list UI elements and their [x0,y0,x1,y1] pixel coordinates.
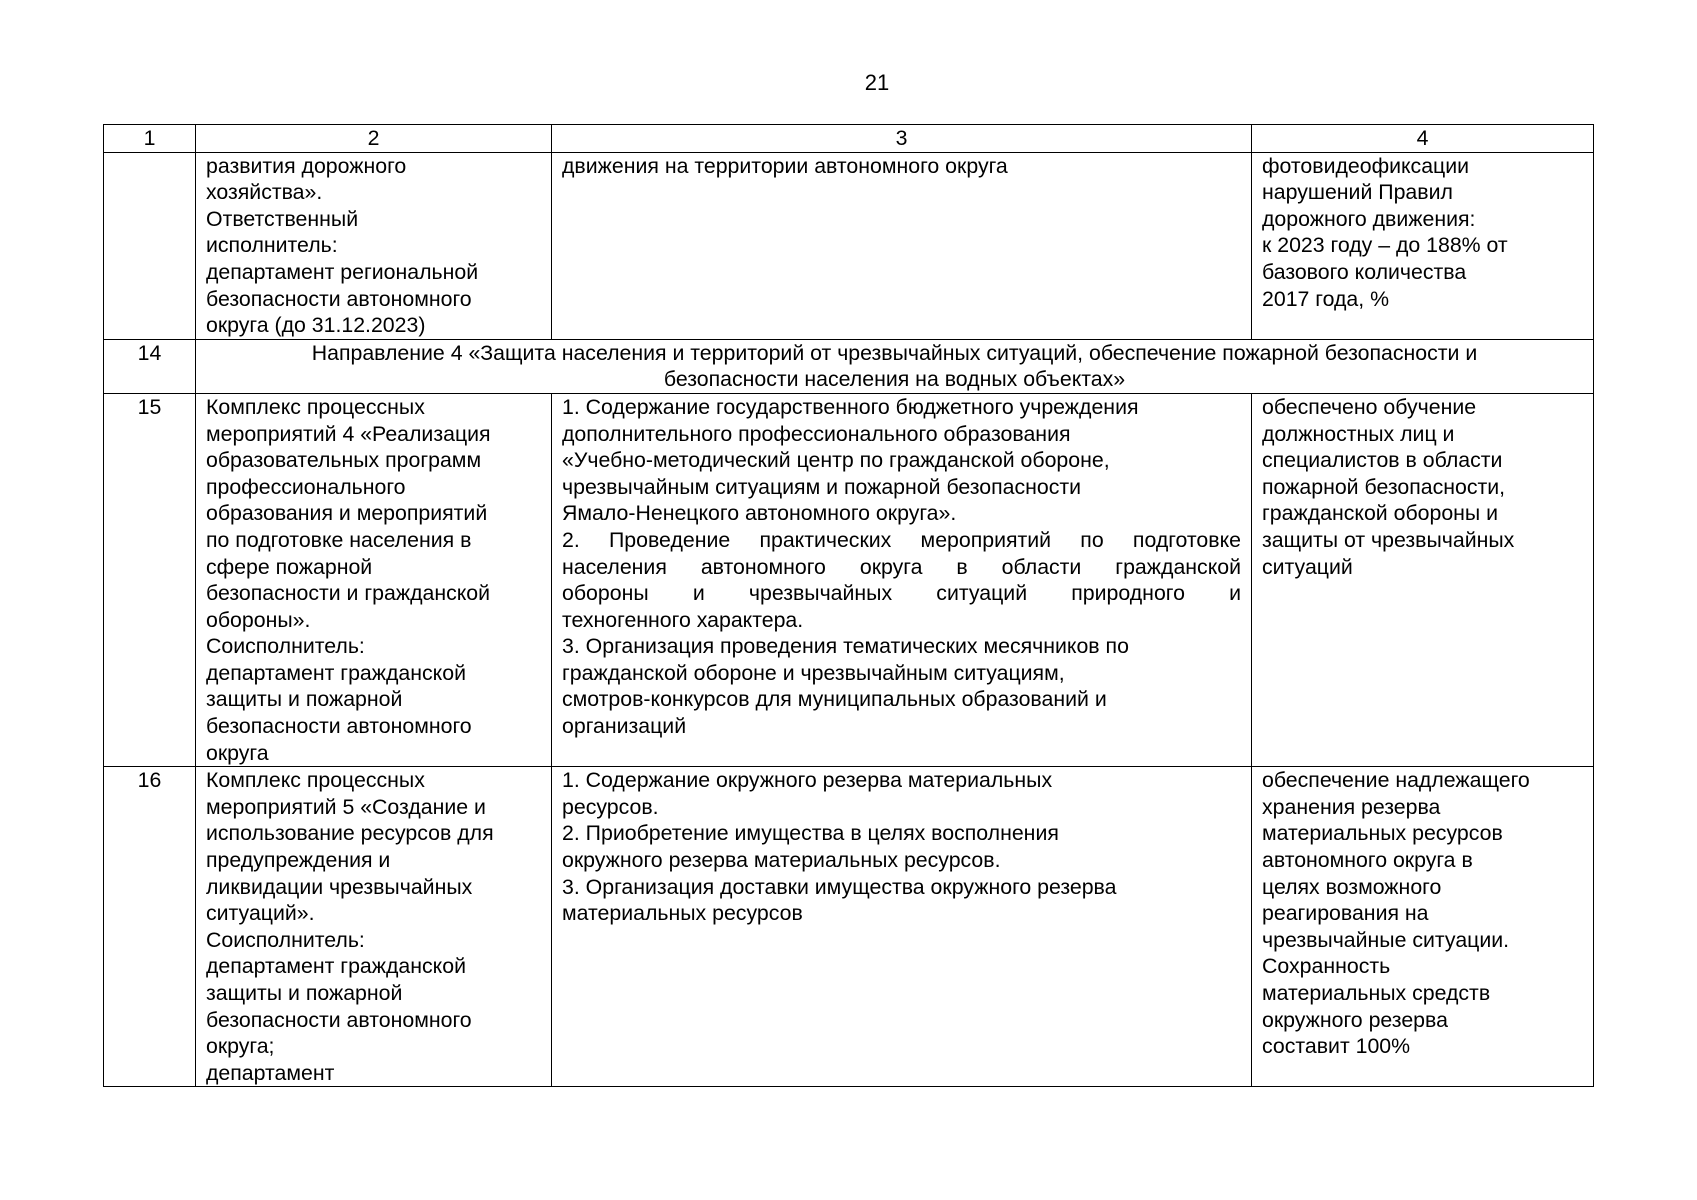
text-line: ликвидации чрезвычайных [206,874,473,899]
text-line: 1. Содержание государственного бюджетного учреждения [562,394,1139,419]
cell-tasks [552,152,1252,339]
table-row-15 [104,393,1594,766]
text-line: Соисполнитель: [206,927,365,952]
header-col-1: 1 [104,125,196,153]
row-number-cell: 16 [104,767,196,1087]
text-line: ситуаций [1262,554,1353,579]
table-row-14 [104,339,1594,393]
text-line: Комплекс процессных [206,768,425,793]
text-line: Комплекс процессных [206,394,425,419]
text-line: развития дорожного [206,153,407,178]
header-col-4: 4 [1252,125,1594,153]
text-line: использование ресурсов для [206,821,494,846]
text-line: округа; [206,1034,275,1059]
text-line: чрезвычайные ситуации. [1262,927,1510,952]
cell-activity [196,767,552,1087]
text-line: реагирования на [1262,901,1429,926]
cell-results [1252,152,1594,339]
cell-activity [196,393,552,766]
text-line: защиты и пожарной [206,981,403,1005]
text-line: безопасности автономного [206,714,472,739]
text-line: хранения резерва [1262,794,1441,819]
page-number: 21 [864,70,890,95]
table-row-16 [104,767,1594,1087]
text-line: 2. Проведение практических мероприятий по подготовке [562,527,1241,552]
text-line: безопасности автономного [206,1007,472,1032]
text-line: пожарной безопасности, [1262,474,1506,499]
text-line: Направление 4 «Защита населения и территорий от чрезвычайных ситуаций, обеспечение пожарной безопасности и [311,340,1478,365]
text-line: автономного округа в [1262,848,1473,873]
text-line: 2017 года, % [1262,286,1390,311]
text-line: предупреждения и [206,848,391,873]
text-line: округа (до 31.12.2023) [206,313,426,338]
text-line: Ответственный [206,206,359,231]
text-line: целях возможного [1262,874,1442,899]
text-line: материальных средств [1262,981,1491,1005]
text-line: обеспечение надлежащего [1262,768,1530,793]
text-line: гражданской обороне и чрезвычайным ситуациям, [562,660,1065,685]
text-line: Ямало-Ненецкого автономного округа». [562,501,957,526]
text-line: организаций [562,714,687,739]
text-line: Соисполнитель: [206,634,365,659]
text-line: мероприятий 5 «Создание и [206,794,486,819]
text-line: 2. Приобретение имущества в целях восполнения [562,821,1059,846]
text-line: 1. Содержание окружного резерва материальных [562,768,1053,793]
text-line: защиты от чрезвычайных [1262,527,1515,552]
row-number-cell: 15 [104,393,196,766]
text-line: 3. Организация доставки имущества окружного резерва [562,874,1117,899]
text-line: чрезвычайным ситуациям и пожарной безопасности [562,474,1082,499]
text-line: Сохранность [1262,954,1391,979]
text-line: исполнитель: [206,233,338,258]
text-line: ситуаций». [206,901,315,926]
text-line: защиты и пожарной [206,687,403,712]
text-line: составит 100% [1262,1034,1411,1059]
text-line: мероприятий 4 «Реализация [206,421,491,446]
header-col-2: 2 [196,125,552,153]
text-line: фотовидеофиксации [1262,153,1470,178]
text-line: безопасности и гражданской [206,581,491,606]
cell-results [1252,767,1594,1087]
text-line: к 2023 году – до 188% от [1262,233,1508,258]
text-line: образования и мероприятий [206,501,488,526]
text-line: движения на территории автономного округа [562,153,1008,178]
text-line: профессионального [206,474,406,499]
text-line: смотров-конкурсов для муниципальных образований и [562,687,1107,712]
text-line: 3. Организация проведения тематических месячников по [562,634,1129,659]
text-line: нарушений Правил [1262,180,1453,205]
text-line: «Учебно-методический центр по гражданской обороне, [562,448,1110,473]
text-line: дорожного движения: [1262,206,1476,231]
text-line: департамент [206,1060,335,1085]
text-line: безопасности автономного [206,286,472,311]
text-line: материальных ресурсов [562,901,803,926]
text-line: материальных ресурсов [1262,821,1503,846]
text-line: обеспечено обучение [1262,394,1477,419]
text-line: департамент гражданской [206,660,466,685]
text-line: техногенного характера. [562,607,804,632]
text-line: образовательных программ [206,448,482,473]
text-line: окружного резерва [1262,1007,1448,1032]
cell-activity [196,152,552,339]
text-line: департамент региональной [206,259,479,284]
document-table [103,124,1594,1087]
text-line: обороны и чрезвычайных ситуаций природного и [562,581,1241,606]
text-line: обороны». [206,607,311,632]
row-number-cell [104,152,196,339]
table-header-row [104,125,1594,153]
text-line: дополнительного профессионального образования [562,421,1071,446]
text-line: ресурсов. [562,794,659,819]
text-line: по подготовке населения в [206,527,472,552]
text-line: сфере пожарной [206,554,373,579]
text-line: хозяйства». [206,180,323,205]
text-line: специалистов в области [1262,448,1503,473]
text-line: окружного резерва материальных ресурсов. [562,848,1001,873]
section-heading-cell [196,339,1594,393]
text-line: населения автономного округа в области гражданской [562,554,1241,579]
cell-tasks [552,393,1252,766]
header-col-3: 3 [552,125,1252,153]
row-number-cell: 14 [104,339,196,393]
cell-tasks [552,767,1252,1087]
table-row-continuation [104,152,1594,339]
cell-results [1252,393,1594,766]
text-line: базового количества [1262,259,1467,284]
text-line: департамент гражданской [206,954,466,979]
justified-paragraph [562,527,1241,633]
text-line: гражданской обороны и [1262,501,1499,526]
text-line: округа [206,740,269,765]
text-line: должностных лиц и [1262,421,1455,446]
text-line: безопасности населения на водных объектах» [663,367,1126,392]
